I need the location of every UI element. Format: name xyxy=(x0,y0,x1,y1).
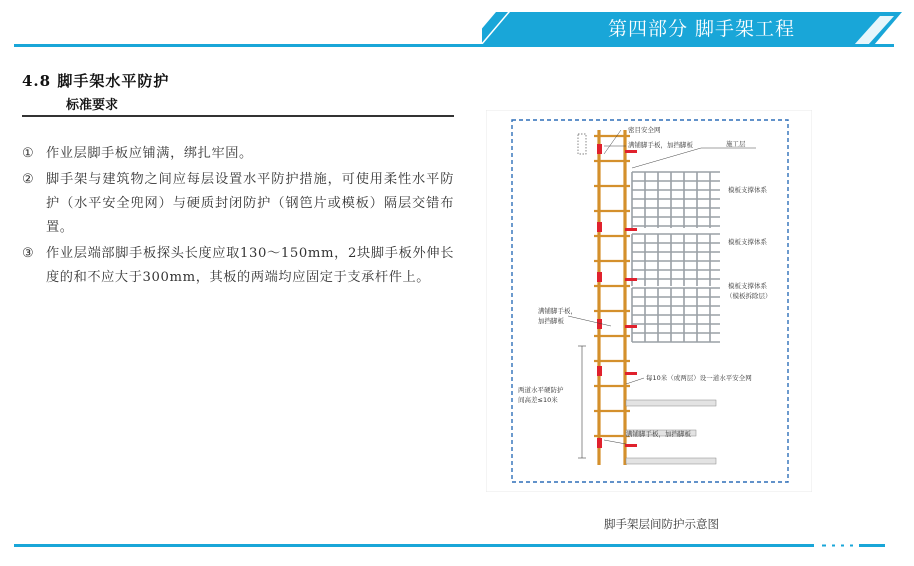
label-full-board-top: 满铺脚手板，加挡脚板 xyxy=(628,141,693,149)
label-formwork-2: 模板支撑体系 xyxy=(728,238,767,246)
figure-caption: 脚手架层间防护示意图 xyxy=(604,517,719,531)
item-text: 作业层端部脚手板探头长度应取130～150mm，2块脚手板外伸长度的和不应大于300mm，其板的两端均应固定于支承杆件上。 xyxy=(46,246,454,285)
label-formwork-removal: （模板拆除层） xyxy=(726,292,772,300)
footer-rule xyxy=(14,543,894,549)
label-work-layer: 施工层 xyxy=(726,140,746,148)
section-subtitle: 标准要求 xyxy=(66,98,119,113)
requirement-item xyxy=(22,142,454,166)
label-formwork-1: 模板支撑体系 xyxy=(728,186,767,194)
label-formwork-3: 模板支撑体系 xyxy=(728,282,767,290)
label-full-board-mid-2: 加挡脚板 xyxy=(538,317,564,325)
section-rule xyxy=(22,115,454,117)
header-title: 第四部分 脚手架工程 xyxy=(608,18,796,40)
label-full-board-mid-1: 满铺脚手板， xyxy=(538,307,577,315)
label-safety-net: 每10米（或两层）设一道水平安全网 xyxy=(646,374,752,382)
label-mesh: 密目安全网 xyxy=(628,126,661,134)
label-full-board-bottom: 满铺脚手板，加挡脚板 xyxy=(626,430,691,438)
requirement-item xyxy=(22,168,454,240)
requirement-item xyxy=(22,242,454,290)
item-number: ② xyxy=(22,172,34,187)
label-hard-guard-1: 两道水平硬防护 xyxy=(518,386,564,394)
section-title: 4.8 脚手架水平防护 xyxy=(22,72,170,90)
scaffold-diagram xyxy=(486,110,812,492)
requirements-list xyxy=(22,142,454,292)
item-text: 脚手架与建筑物之间应每层设置水平防护措施，可使用柔性水平防护（水平安全兜网）与硬质封闭防护（钢笆片或模板）隔层交错布置。 xyxy=(46,172,454,235)
header-rule xyxy=(14,44,894,47)
item-number: ① xyxy=(22,146,34,161)
label-hard-guard-2: 间高差≤10米 xyxy=(518,396,558,404)
item-text: 作业层脚手板应铺满，绑扎牢固。 xyxy=(46,146,253,161)
item-number: ③ xyxy=(22,246,34,261)
